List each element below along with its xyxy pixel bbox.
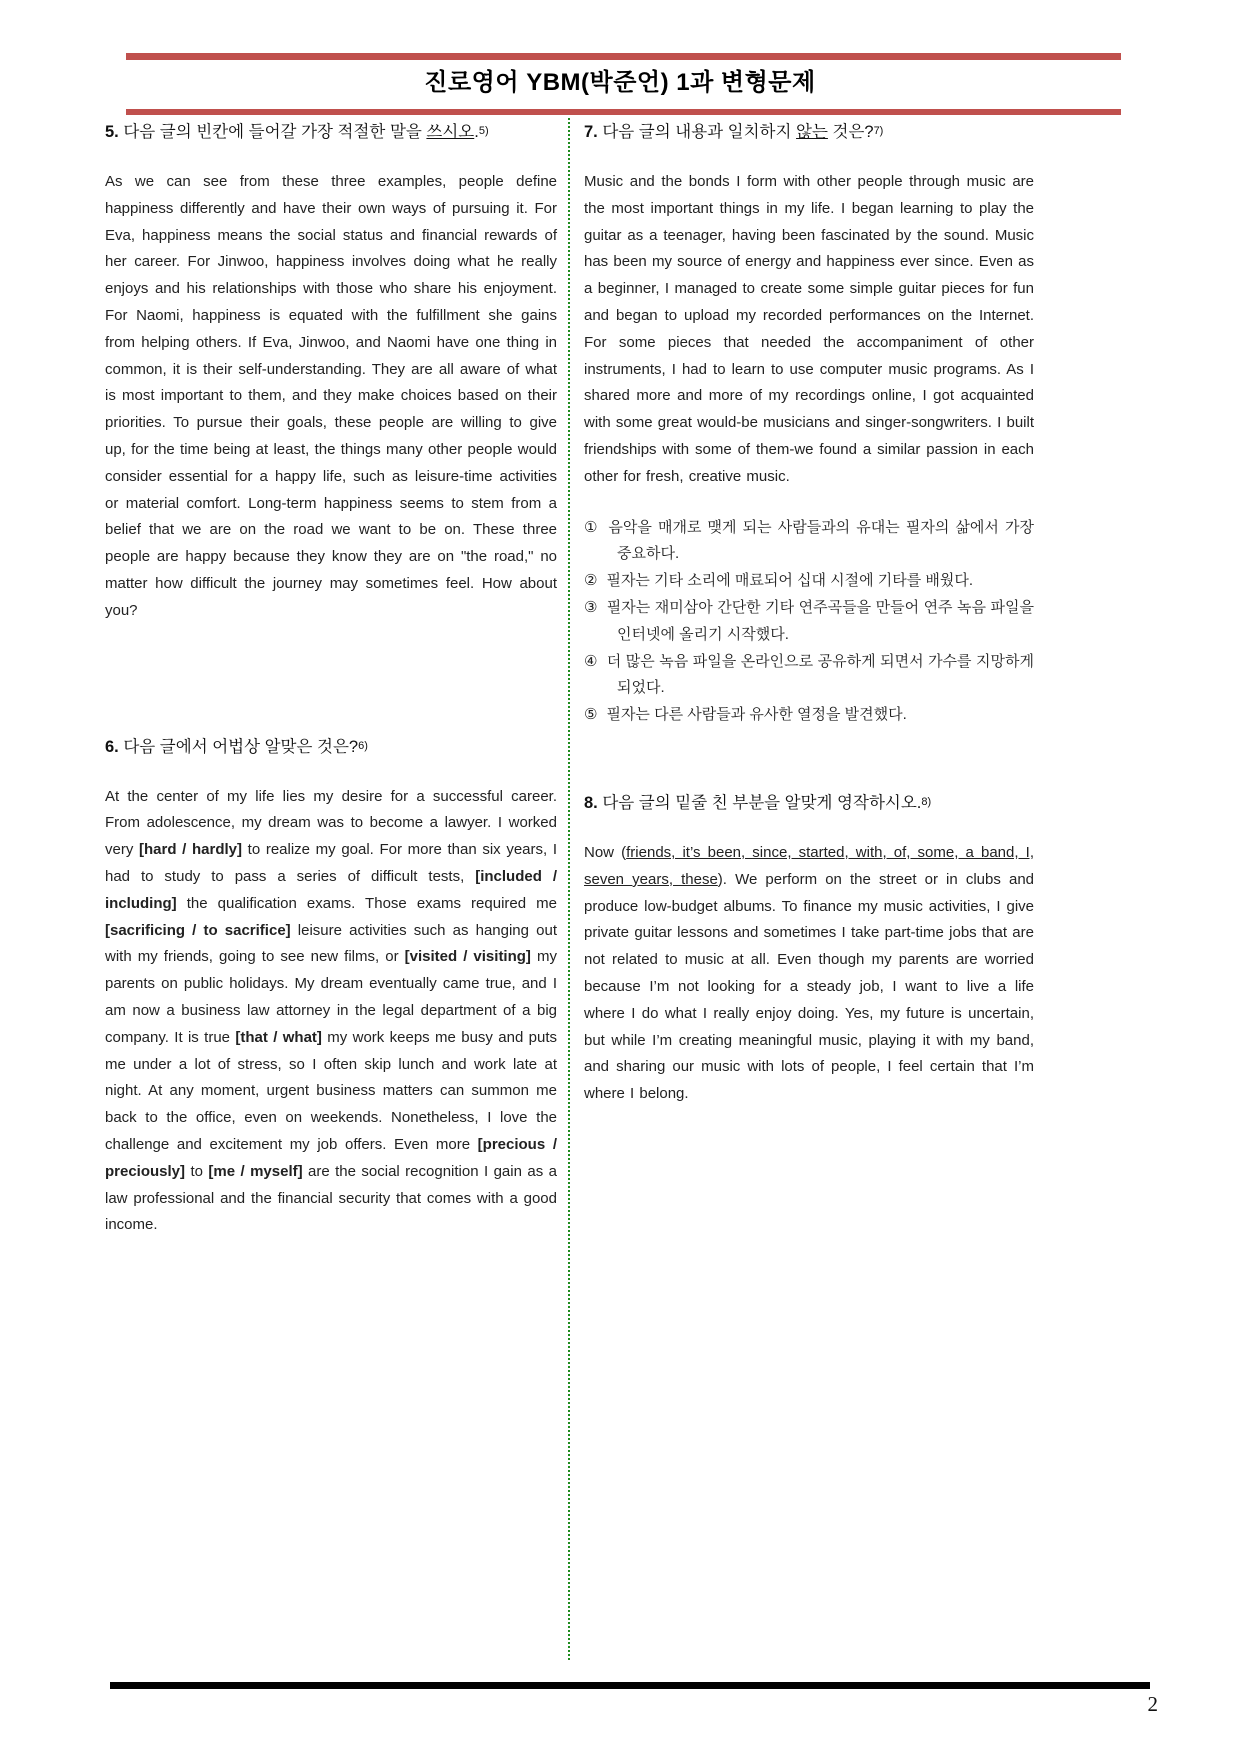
column-divider <box>568 118 570 1660</box>
footer-rule <box>110 1682 1150 1689</box>
option-3-number: ③ <box>584 598 598 616</box>
page-title: 진로영어 YBM(박준언) 1과 변형문제 <box>424 69 816 96</box>
right-column <box>584 118 1034 1108</box>
page-number: 2 <box>1147 1692 1158 1716</box>
option-1-text: 음악을 매개로 맺게 되는 사람들과의 유대는 필자의 삶에서 가장 중요하다. <box>608 518 1034 563</box>
question-7-options <box>584 515 1034 729</box>
question-7-option-2 <box>584 568 1034 595</box>
option-5-number: ⑤ <box>584 706 598 724</box>
left-column <box>105 118 557 1239</box>
question-8-header: 8. 다음 글의 밑줄 친 부분을 알맞게 영작하시오.8) <box>584 793 932 812</box>
question-8 <box>584 789 1034 1108</box>
question-6 <box>105 733 557 1240</box>
header-rule-bottom <box>126 109 1121 115</box>
question-5-passage: As we can see from these three examples, people define happiness differently and have their own ways of pursuing it. For Eva, happiness means the social status and financial rewards of her career. For Jinwoo, happiness involves doing what he really enjoys and his relationships with those who share his enjoyment. For Naomi, happiness is equated with the fulfillment she gains from helping others. If Eva, Jinwoo, and Naomi have one thing in common, it is their self-understanding. They are all aware of what is most important to them, and they make choices based on their priorities. To pursue their goals, these people are willing to give up, for the time being at least, the things many other people would consider essential for a happy life, such as leisure-time activities or material comfort. Long-term happiness seems to stem from a belief that we are on the road we want to be on. These three people are happy because they know they are on "the road," no matter how difficult the journey may sometimes feel. How about you? <box>105 173 557 619</box>
question-6-passage: At the center of my life lies my desire for a successful career. From adolescence, my dream was to become a lawyer. I worked very [hard / hardly] to realize my goal. For more than six years, I had to study to pass a series of difficult tests, [included / including] the qualification exams. Those exams required me [sacrificing / to sacrifice] leisure activities such as hanging out with my friends, going to see new films, or [visited / visiting] my parents on public holidays. My dream eventually came true, and I am now a business law attorney in the legal department of a big company. It is true [that / what] my work keeps me busy and puts me under a lot of stress, so I often skip lunch and work late at night. At any moment, urgent business matters can summon me back to the office, even on weekends. Nonetheless, I love the challenge and excitement my job offers. Even more [precious / preciously] to [me / myself] are the social recognition I gain as a law professional and the financial security that comes with a good income. <box>105 787 558 1234</box>
question-7 <box>584 118 1034 729</box>
option-3-text: 필자는 재미삼아 간단한 기타 연주곡들을 만들어 연주 녹음 파일을 인터넷에 올리기 시작했다. <box>606 598 1034 643</box>
question-7-option-3 <box>584 595 1034 649</box>
question-7-passage: Music and the bonds I form with other people through music are the most important things in my life. I began learning to play the guitar as a teenager, having been fascinated by the sound. Music has been my source of energy and happiness ever since. Even as a beginner, I managed to create some simple guitar pieces for fun and began to upload my recorded performances on the Internet. For some pieces that needed the accompaniment of other instruments, I had to learn to use computer music programs. As I shared more and more of my recordings online, I got acquainted with some great would-be musicians and singer-songwriters. I built friendships with some of them-we found a similar passion in each other for fresh, creative music. <box>584 173 1034 485</box>
option-2-text: 필자는 기타 소리에 매료되어 십대 시절에 기타를 배웠다. <box>606 572 974 590</box>
question-7-option-4 <box>584 649 1034 703</box>
question-7-header: 7. 다음 글의 내용과 일치하지 않는 것은?7) <box>584 123 884 141</box>
question-5 <box>105 118 557 625</box>
option-4-number: ④ <box>584 652 598 670</box>
question-6-header: 6. 다음 글에서 어법상 알맞은 것은?6) <box>105 737 368 756</box>
question-7-option-1 <box>584 515 1034 569</box>
option-5-text: 필자는 다른 사람들과 유사한 열정을 발견했다. <box>606 706 907 724</box>
question-7-option-5 <box>584 702 1034 729</box>
option-1-number: ① <box>584 518 600 536</box>
question-8-passage: Now (friends, it’s been, since, started, with, of, some, a band, I, seven years, these). We perform on the street or in clubs and produce low-budget albums. To finance my music activities, I give private guitar lessons and sometimes I take part-time jobs that are not related to music at all. Even though my parents are worried because I’m not looking for a steady job, I want to live a life where I do what I really enjoy doing. Yes, my future is uncertain, but while I’m creating meaningful music, playing it with my band, and sharing our music with lots of people, I feel certain that I’m where I belong. <box>584 843 1034 1103</box>
option-2-number: ② <box>584 572 598 590</box>
option-4-text: 더 많은 녹음 파일을 온라인으로 공유하게 되면서 가수를 지망하게 되었다. <box>606 652 1034 697</box>
question-5-header: 5. 다음 글의 빈칸에 들어갈 가장 적절한 말을 쓰시오.5) <box>105 123 489 141</box>
header-rule-top <box>126 53 1121 60</box>
